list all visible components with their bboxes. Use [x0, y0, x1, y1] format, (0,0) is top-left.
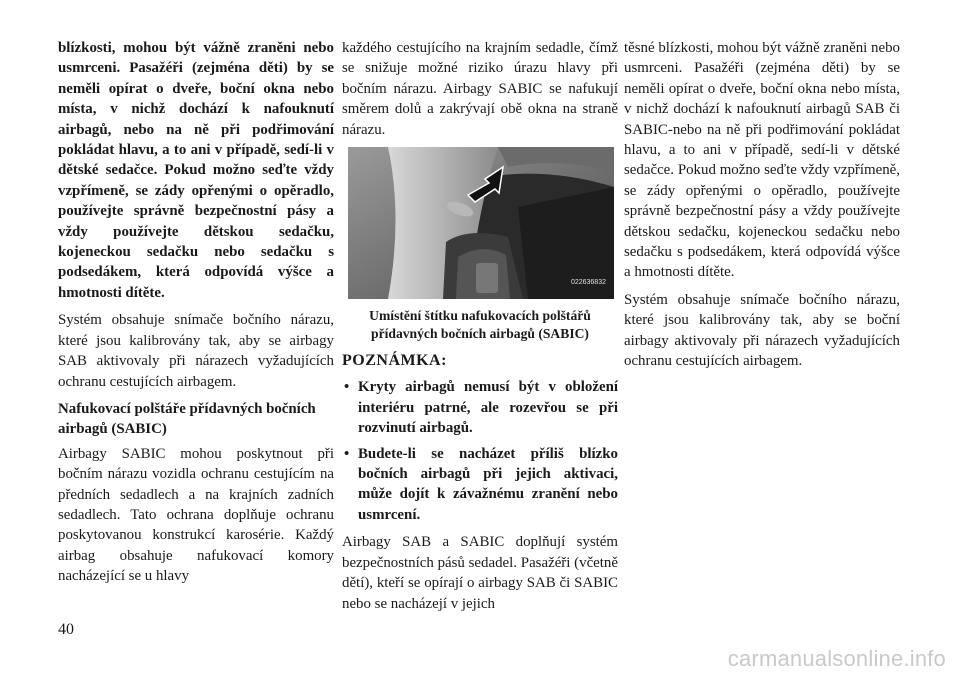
warning-text: blízkosti, mohou být vážně zraněni nebo usmrceni. Pasažéři (zejména děti) by se neměli opírat o dveře, boční okna nebo místa, v nichž dochází k nafouknutí airbagů, nebo na ně při podřimování pokládat hlavu, a to ani v případě, sedí-li v dětské sedačce. Pokud možno seďte vždy vzpřímeně, se zády opřenými o opěradlo, používejte správně bezpečnostní pásy a vždy používejte dětskou sedačku, kojeneckou sedačku nebo sedačku s podsedákem, která odpovídá výšce a hmotnosti dítěte.: [58, 40, 334, 301]
figure-code: 022636832: [570, 278, 606, 286]
column-right: [624, 38, 900, 379]
column-middle: [342, 38, 618, 621]
figure-caption: Umístění štítku nafukovacích polštářů přídavných bočních airbagů (SABIC): [369, 308, 591, 342]
sabic-paragraph: Airbagy SABIC mohou poskytnout při bočním nárazu vozidla ochranu cestujícím na předních sedadlech a na krajních zadních sedadlech. Tato ochrana doplňuje ochranu poskytovanou konstrukcí karosérie. Každý airbag obsahuje nafukovací komory nacházející se u hlavy: [58, 445, 334, 585]
page-number: 40: [58, 621, 74, 638]
note-item: • Budete-li se nacházet příliš blízko bočních airbagů při jejich aktivaci, může dojít k závažnému zranění nebo usmrcení.: [342, 444, 618, 526]
section-heading: Nafukovací polštáře přídavných bočních airbagů (SABIC): [58, 400, 316, 438]
note-title: POZNÁMKA:: [342, 352, 447, 370]
watermark: carmanualsonline.info: [727, 646, 946, 671]
note-list: [342, 377, 618, 525]
supplement-paragraph: Airbagy SAB a SABIC doplňují systém bezpečnostních pásů sedadel. Pasažéři (včetně dětí), kteří se opírají o airbagy SAB či SABIC nebo se nacházejí v jejich: [342, 534, 618, 612]
note-item: • Kryty airbagů nemusí být v obložení interiéru patrné, ale rozevřou se při rozvinutí airbagů.: [342, 377, 618, 438]
sensor-paragraph: Systém obsahuje snímače bočního nárazu, které jsou kalibrovány tak, aby se airbagy SAB aktivovaly při nárazech vyžadujících ochranu cestujících airbagem.: [58, 312, 334, 390]
sabic-label-figure: [348, 147, 614, 299]
continuation-paragraph: každého cestujícího na krajním sedadle, čímž se snižuje možné riziko úrazu hlavy při bočním nárazu. Airbagy SABIC se nafukují směrem dolů a zakrývají obě okna na straně nárazu.: [342, 40, 618, 138]
column-left: [58, 38, 334, 594]
warning-continuation: těsné blízkosti, mohou být vážně zraněni nebo usmrceni. Pasažéři (zejména děti) by se neměli opírat o dveře, boční okna nebo místa, v nichž dochází k nafouknutí airbagů SAB či SABIC-nebo na ně při podřimování pokládat hlavu, a to ani v případě, sedí-li v dětské sedačce. Pokud možno seďte vždy vzpřímeně, se zády opřenými o opěradlo, používejte správně bezpečnostní pásy a vždy používejte dětskou sedačku, kojeneckou sedačku nebo sedačku s podsedákem, která odpovídá výšce a hmotnosti dítěte.: [624, 40, 900, 281]
sensor-paragraph-2: Systém obsahuje snímače bočního nárazu, které jsou kalibrovány tak, aby se boční airbagy aktivovaly při nárazech vyžadujících ochranu cestujících airbagem.: [624, 291, 900, 370]
